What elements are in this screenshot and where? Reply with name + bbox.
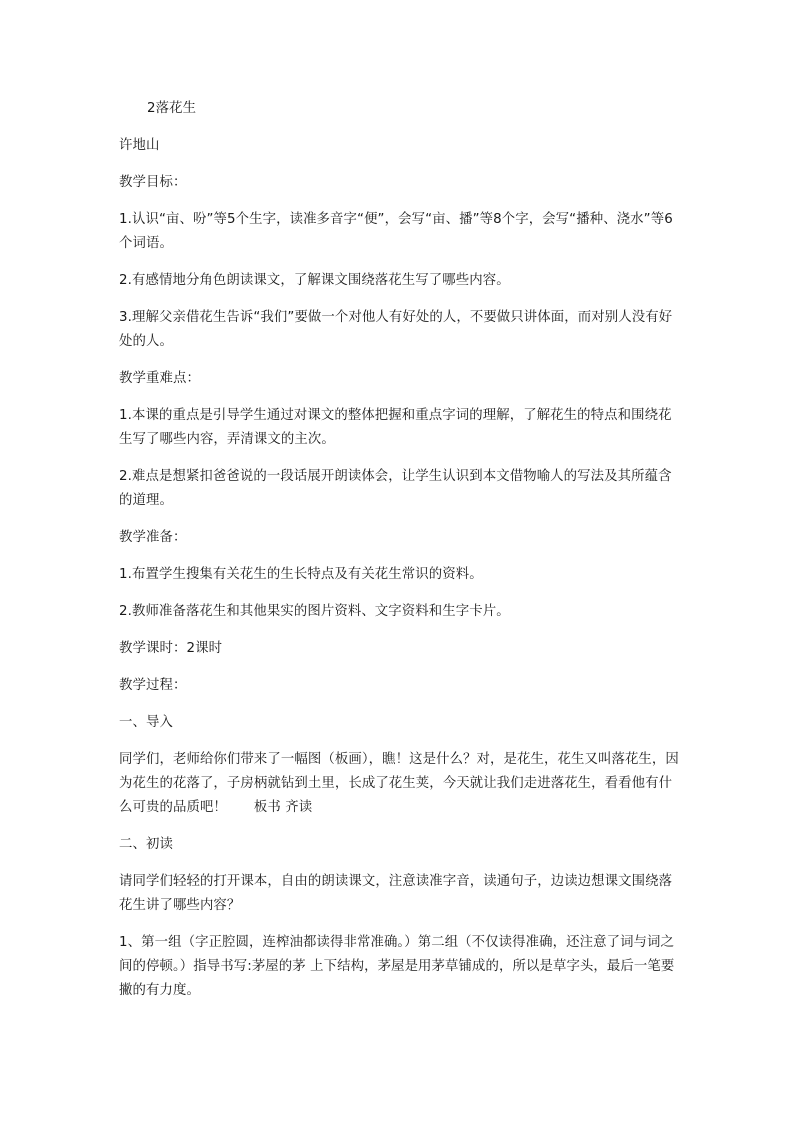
objective-1: 1.认识“亩、吩”等5个生字，读准多音字“便”，会写“亩、播”等8个字，会写“播种、浇水”等6个词语。 — [119, 212, 673, 251]
first-reading-item-1: 1、第一组（字正腔圆，连榨油都读得非常准确。）第二组（不仅读得准确，还注意了词与词之间的停顿。）指导书写:茅屋的茅 上下结构，茅屋是用茅草铺成的，所以是草字头，最后一笔要撇的有力度。 — [119, 935, 675, 998]
step-heading-intro: 一、导入 — [119, 715, 173, 730]
key-point-1: 1.本课的重点是引导学生通过对课文的整体把握和重点字词的理解，了解花生的特点和围绕花生写了哪些内容，弄清课文的主次。 — [119, 408, 672, 447]
section-heading-preparation: 教学准备： — [119, 530, 187, 545]
objective-3: 3.理解父亲借花生告诉“我们”要做一个对他人有好处的人，不要做只讲体面，而对别人没有好处的人。 — [119, 310, 673, 349]
lesson-periods: 教学课时：2课时 — [119, 641, 223, 656]
preparation-1: 1.布置学生搜集有关花生的生长特点及有关花生常识的资料。 — [119, 567, 483, 582]
lesson-title: 2落花生 — [147, 101, 197, 116]
document-body — [119, 97, 679, 1016]
author-name: 许地山 — [119, 138, 160, 153]
section-heading-key-points: 教学重难点： — [119, 371, 200, 386]
section-heading-process: 教学过程： — [119, 678, 187, 693]
section-heading-objectives: 教学目标： — [119, 175, 187, 190]
intro-paragraph: 同学们，老师给你们带来了一幅图（板画），瞧！这是什么？对，是花生，花生又叫落花生，因为花生的花落了，子房柄就钻到土里，长成了花生荚，今天就让我们走进落花生，看看他有什么可贵的品质吧！ 板书 齐读 — [119, 752, 679, 815]
key-point-2: 2.难点是想紧扣爸爸说的一段话展开朗读体会，让学生认识到本文借物喻人的写法及其所蕴含的道理。 — [119, 469, 672, 508]
preparation-2: 2.教师准备落花生和其他果实的图片资料、文字资料和生字卡片。 — [119, 604, 510, 619]
first-reading-paragraph: 请同学们轻轻的打开课本，自由的朗读课文，注意读准字音，读通句子，边读边想课文围绕落花生讲了哪些内容？ — [119, 874, 673, 913]
objective-2: 2.有感情地分角色朗读课文，了解课文围绕落花生写了哪些内容。 — [119, 273, 510, 288]
step-heading-first-reading: 二、初读 — [119, 837, 173, 852]
